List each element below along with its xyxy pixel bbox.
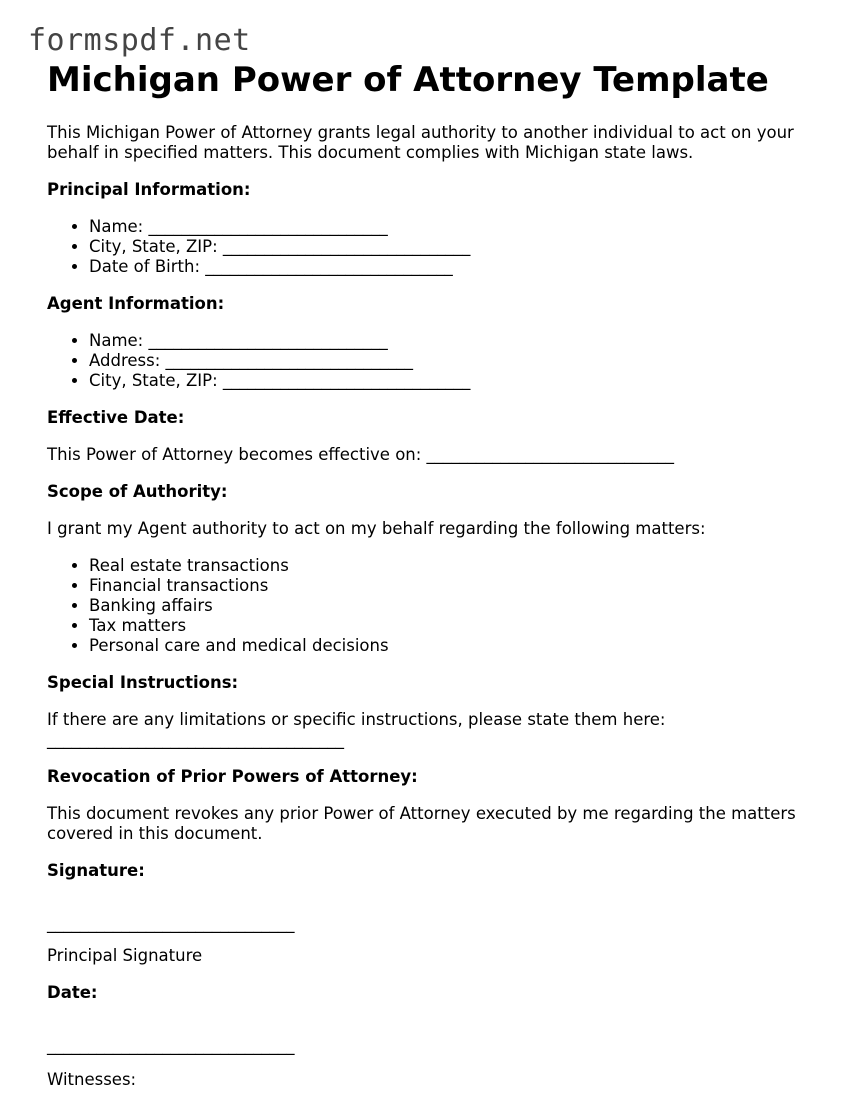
signature-line: ______________________________ [47, 914, 295, 933]
signature-heading: Signature: [47, 861, 145, 880]
date-line: ______________________________ [47, 1036, 295, 1055]
agent-heading: Agent Information: [47, 294, 225, 313]
scope-item: • Personal care and medical decisions [89, 636, 827, 656]
special-instructions-heading: Special Instructions: [47, 673, 239, 692]
principal-heading: Principal Information: [47, 180, 251, 199]
revocation-text: This document revokes any prior Power of Attorney executed by me regarding the matters covered in this document. [47, 804, 796, 843]
scope-item: • Tax matters [89, 616, 827, 636]
principal-list [47, 217, 827, 277]
revocation-heading: Revocation of Prior Powers of Attorney: [47, 767, 418, 786]
agent-city-field: • City, State, ZIP: ______________________________ [89, 371, 827, 391]
agent-address-field: • Address: ______________________________ [89, 351, 827, 371]
witnesses-label: Witnesses: [47, 1070, 137, 1089]
principal-city-field: • City, State, ZIP: ______________________________ [89, 237, 827, 257]
principal-dob-field: • Date of Birth: ______________________________ [89, 257, 827, 277]
page-title: Michigan Power of Attorney Template [47, 60, 769, 100]
scope-heading: Scope of Authority: [47, 482, 228, 501]
scope-text: I grant my Agent authority to act on my behalf regarding the following matters: [47, 519, 706, 538]
watermark-logo: formspdf.net [28, 23, 251, 58]
scope-list [47, 556, 827, 656]
agent-name-field: • Name: _____________________________ [89, 331, 827, 351]
intro-paragraph: This Michigan Power of Attorney grants legal authority to another individual to act on your behalf in specified matters. This document complies with Michigan state laws. [47, 123, 794, 162]
scope-item: • Financial transactions [89, 576, 827, 596]
signature-label: Principal Signature [47, 946, 203, 965]
scope-item: • Banking affairs [89, 596, 827, 616]
principal-name-field: • Name: _____________________________ [89, 217, 827, 237]
date-heading: Date: [47, 983, 98, 1002]
special-instructions-text: If there are any limitations or specific instructions, please state them here: ____________________________________ [47, 710, 666, 749]
effective-date-text: This Power of Attorney becomes effective on: ______________________________ [47, 445, 675, 464]
agent-list [47, 331, 827, 391]
effective-date-heading: Effective Date: [47, 408, 185, 427]
scope-item: • Real estate transactions [89, 556, 827, 576]
document-page [47, 60, 827, 1090]
